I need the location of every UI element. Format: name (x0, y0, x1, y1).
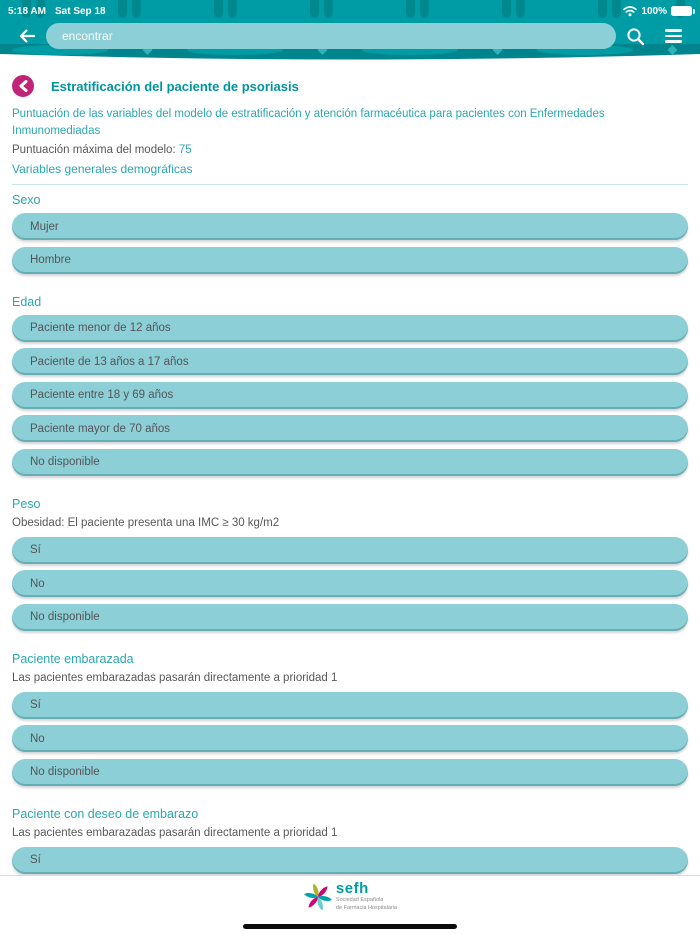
search-input[interactable] (46, 23, 616, 49)
section-label: Peso (12, 496, 41, 511)
option-button[interactable]: No disponible (12, 759, 688, 786)
battery-percent: 100% (641, 5, 667, 17)
option-button[interactable]: No (12, 570, 688, 597)
variable-section (12, 652, 688, 786)
max-score-line (12, 144, 688, 156)
section-description: Las pacientes embarazadas pasarán directamente a prioridad 1 (12, 826, 338, 839)
section-options (12, 692, 688, 786)
search-button[interactable] (616, 22, 654, 50)
variable-section (12, 193, 688, 274)
sefh-flower-icon (303, 881, 333, 913)
page-title: Estratificación del paciente de psoriasis (51, 78, 299, 94)
app-footer (0, 875, 700, 934)
option-button[interactable]: Paciente mayor de 70 años (12, 415, 688, 442)
app-header (0, 0, 700, 62)
max-score-value: 75 (178, 144, 192, 156)
option-button[interactable]: Paciente de 13 años a 17 años (12, 348, 688, 375)
option-button[interactable]: Paciente menor de 12 años (12, 315, 688, 342)
variable-section (12, 497, 688, 631)
back-arrow-icon (18, 28, 36, 44)
logo-tagline-2: de Farmacia Hospitalaria (335, 904, 398, 911)
group-title: Variables generales demográficas (12, 162, 193, 176)
section-description: Las pacientes embarazadas pasarán directamente a prioridad 1 (12, 671, 338, 684)
option-button[interactable]: No disponible (12, 604, 688, 631)
section-options (12, 847, 688, 874)
variable-section (12, 807, 688, 874)
option-button[interactable]: Mujer (12, 213, 688, 240)
status-bar (0, 0, 700, 20)
section-options (12, 315, 688, 476)
option-button[interactable]: Sí (12, 847, 688, 874)
max-score-label: Puntuación máxima del modelo: (12, 144, 179, 156)
option-button[interactable]: No (12, 725, 688, 752)
section-label: Edad (12, 294, 42, 309)
section-description: Obesidad: El paciente presenta una IMC ≥ 30 kg/m2 (12, 516, 280, 529)
title-row (12, 75, 688, 97)
option-button[interactable]: Sí (12, 692, 688, 719)
header-nav (0, 22, 700, 50)
battery-icon (671, 6, 692, 16)
section-options (12, 537, 688, 631)
sefh-logo (0, 881, 700, 913)
hamburger-menu-icon (665, 29, 682, 43)
section-divider (12, 184, 688, 185)
sections (12, 193, 688, 874)
status-date: Sat Sep 18 (54, 5, 106, 17)
home-indicator[interactable] (243, 924, 457, 929)
option-button[interactable]: Sí (12, 537, 688, 564)
intro-text: Puntuación de las variables del modelo de estratificación y atención farmacéutica para pacientes con Enfermedades Inmunomediadas (12, 108, 605, 137)
variable-section (12, 295, 688, 476)
main-content (0, 75, 700, 874)
option-button[interactable]: No disponible (12, 449, 688, 476)
section-label: Sexo (12, 193, 41, 207)
option-button[interactable]: Hombre (12, 247, 688, 274)
back-chevron-icon (18, 80, 28, 92)
section-label: Paciente con deseo de embarazo (12, 806, 199, 821)
search-icon (626, 27, 645, 46)
menu-button[interactable] (654, 22, 692, 50)
section-options (12, 213, 688, 274)
option-button[interactable]: Paciente entre 18 y 69 años (12, 382, 688, 409)
section-label: Paciente embarazada (12, 651, 134, 666)
wifi-icon (623, 6, 637, 17)
logo-name: sefh (335, 880, 369, 897)
header-back-button[interactable] (8, 22, 46, 50)
page-back-button[interactable] (12, 75, 34, 97)
status-time: 5:18 AM (8, 5, 46, 17)
logo-tagline-1: Sociedad Española (335, 897, 384, 903)
